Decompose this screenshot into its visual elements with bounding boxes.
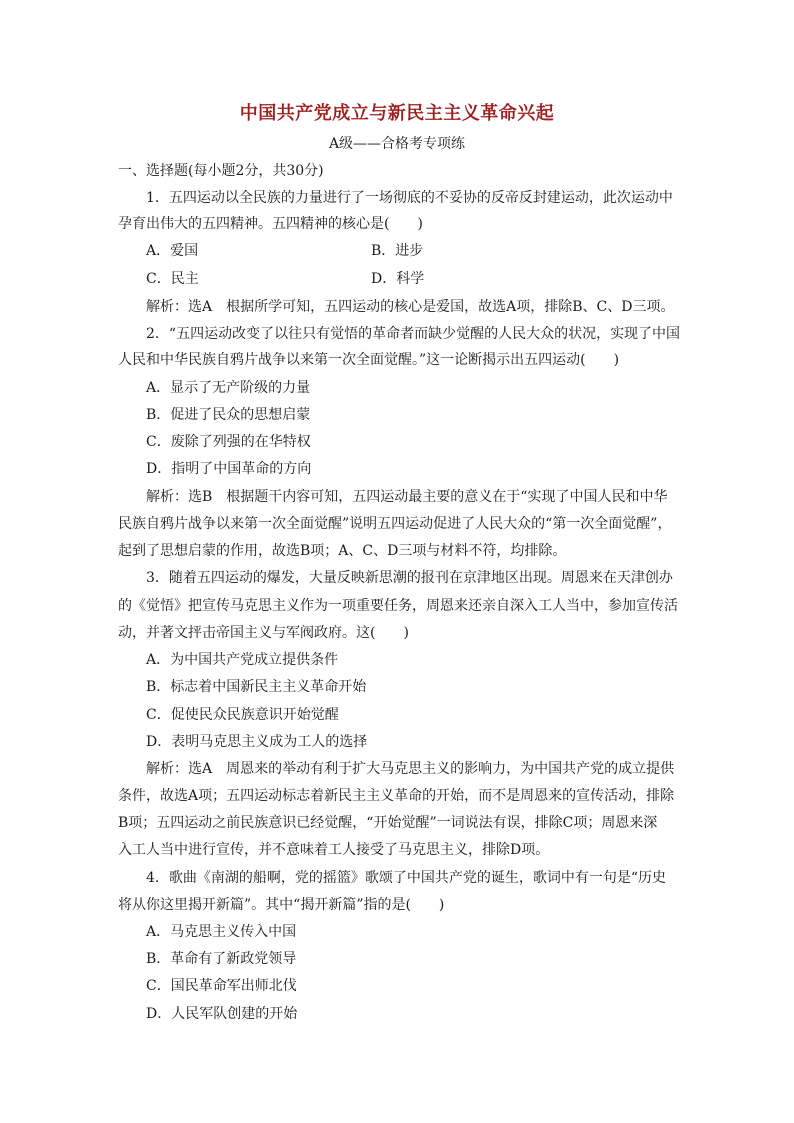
question-4-stem-line-2: 将从你这里揭开新篇”。其中“揭开新篇”指的是( ) <box>118 897 445 913</box>
question-1-option-c: C．民主 <box>146 271 199 287</box>
question-2-analysis-line-3: 起到了思想启蒙的作用，故选B项；A、C、D三项与材料不符，均排除。 <box>118 543 567 559</box>
question-4-option-c: C．国民革命军出师北伐 <box>146 978 297 994</box>
question-2-option-b: B．促进了民众的思想启蒙 <box>146 407 311 423</box>
question-4-stem-line-1: 4．歌曲《南湖的船啊，党的摇篮》歌颂了中国共产党的诞生，歌词中有一句是“历史 <box>146 870 667 886</box>
question-1-option-d: D．科学 <box>371 271 425 287</box>
question-1-analysis: 解析：选A 根据所学可知，五四运动的核心是爱国，故选A项，排除B、C、D三项。 <box>146 299 675 315</box>
question-3-analysis-line-2: 条件，故选A项；五四运动标志着新民主主义革命的开始，而不是周恩来的宣传活动，排除 <box>118 788 675 804</box>
question-1-stem-line-1: 1．五四运动以全民族的力量进行了一场彻底的不妥协的反帝反封建运动，此次运动中 <box>146 190 673 206</box>
question-1-option-a: A．爱国 <box>146 243 199 259</box>
question-3-analysis-line-3: B项；五四运动之前民族意识已经觉醒，“开始觉醒”一词说法有误，排除C项；周恩来深 <box>118 815 658 831</box>
question-2-stem-line-1: 2．“五四运动改变了以往只有觉悟的革命者而缺少觉醒的人民大众的状况，实现了中国 <box>146 326 681 342</box>
question-3-stem-line-2: 的《觉悟》把宣传马克思主义作为一项重要任务，周恩来还亲自深入工人当中，参加宣传活 <box>118 598 678 614</box>
question-1-stem-line-2: 孕育出伟大的五四精神。五四精神的核心是( ) <box>118 216 423 232</box>
page-title: 中国共产党成立与新民主主义革命兴起 <box>239 103 555 124</box>
question-3-option-b: B．标志着中国新民主主义革命开始 <box>146 679 367 695</box>
question-2-stem-line-2: 人民和中华民族自鸦片战争以来第一次全面觉醒。”这一论断揭示出五四运动( ) <box>118 352 620 368</box>
question-3-analysis-line-1: 解析：选A 周恩来的举动有利于扩大马克思主义的影响力，为中国共产党的成立提供 <box>146 761 675 777</box>
question-2-analysis-line-2: 民族自鸦片战争以来第一次全面觉醒”说明五四运动促进了人民大众的“第一次全面觉醒”， <box>118 516 672 532</box>
question-2-option-c: C．废除了列强的在华特权 <box>146 434 311 450</box>
question-3-option-d: D．表明马克思主义成为工人的选择 <box>146 734 368 750</box>
question-2-option-d: D．指明了中国革命的方向 <box>146 461 312 477</box>
question-2-analysis-line-1: 解析：选B 根据题干内容可知，五四运动最主要的意义在于“实现了中国人民和中华 <box>146 489 668 505</box>
question-3-stem-line-3: 动，并著文抨击帝国主义与军阀政府。这( ) <box>118 625 409 641</box>
question-3-option-a: A．为中国共产党成立提供条件 <box>146 652 339 668</box>
question-3-analysis-line-4: 入工人当中进行宣传，并不意味着工人接受了马克思主义，排除D项。 <box>118 842 550 858</box>
question-1-option-b: B．进步 <box>371 243 424 259</box>
section-heading: 一、选择题(每小题2分，共30分) <box>118 163 324 179</box>
question-3-option-c: C．促使民众民族意识开始觉醒 <box>146 707 339 723</box>
question-3-stem-line-1: 3．随着五四运动的爆发，大量反映新思潮的报刊在京津地区出现。周恩来在天津创办 <box>146 570 673 586</box>
question-4-option-a: A．马克思主义传入中国 <box>146 924 297 940</box>
question-4-option-d: D．人民军队创建的开始 <box>146 1006 298 1022</box>
question-2-option-a: A．显示了无产阶级的力量 <box>146 380 311 396</box>
question-4-option-b: B．革命有了新政党领导 <box>146 951 297 967</box>
subtitle: A级——合格考专项练 <box>328 136 466 152</box>
